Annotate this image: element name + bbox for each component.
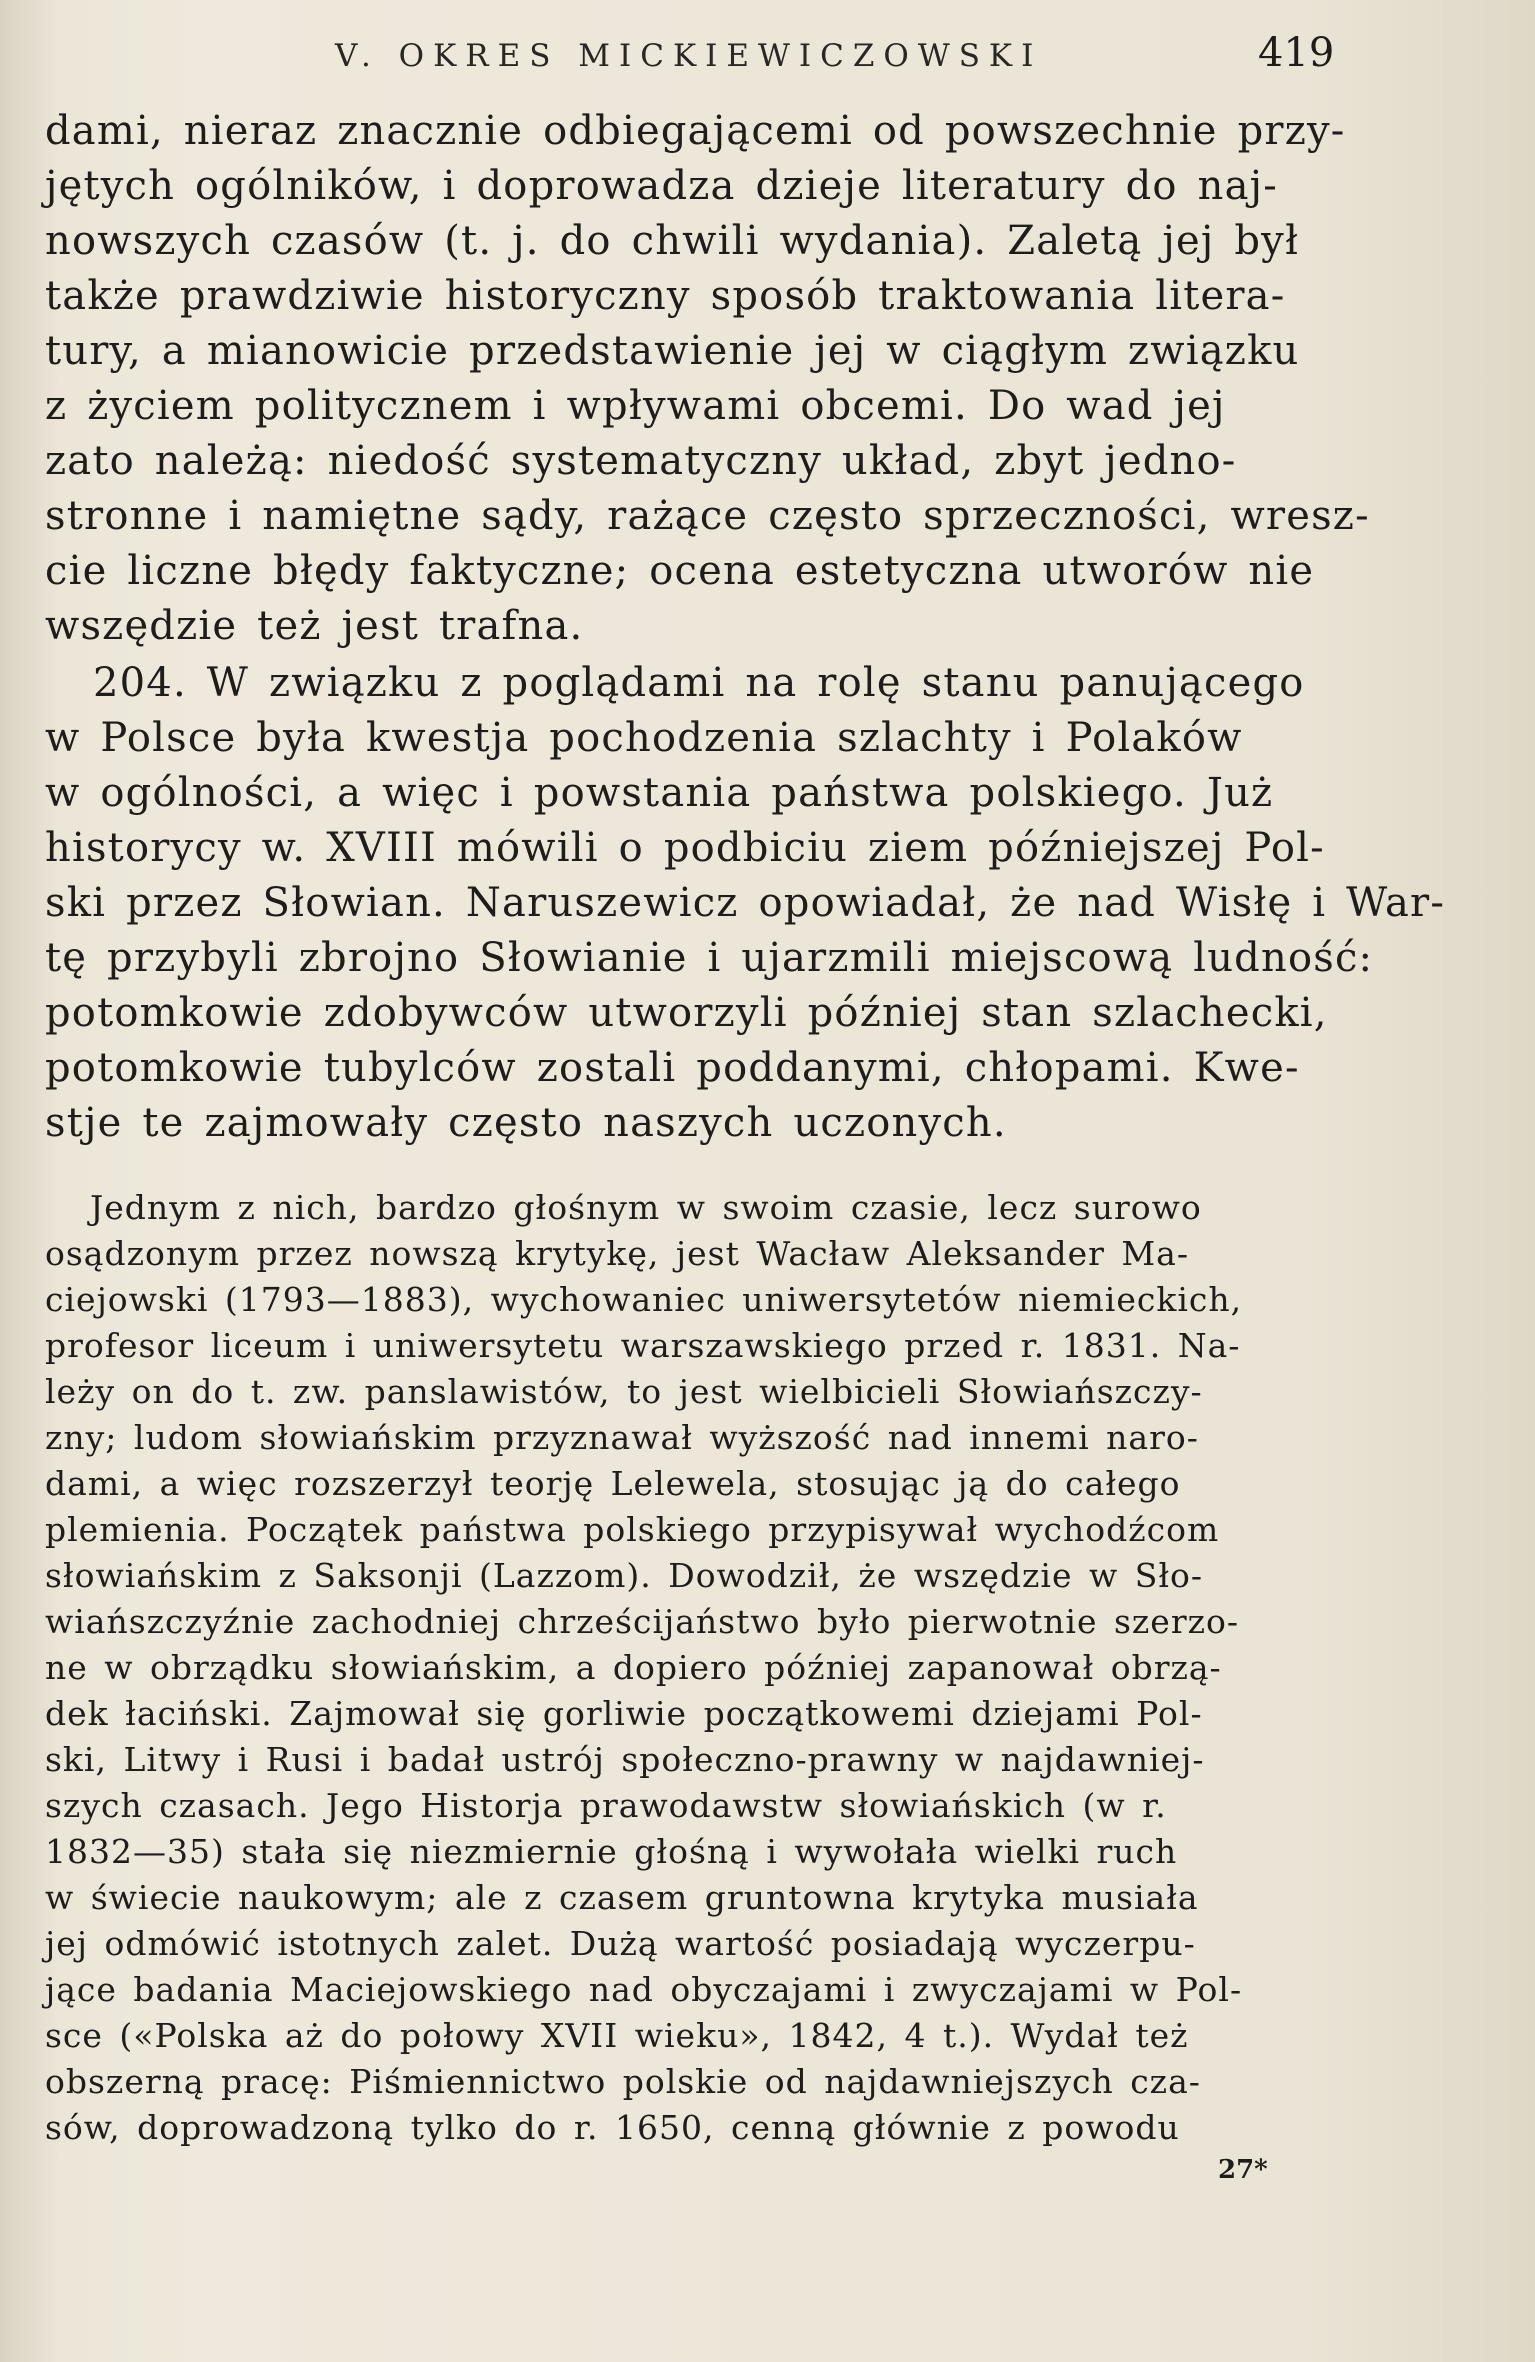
main-line: w ogólności, a więc i powstania państwa polskiego. Już bbox=[45, 770, 1274, 816]
main-line: stronne i namiętne sądy, rażące często sprzeczności, wresz- bbox=[45, 493, 1370, 539]
note-line: 1832—35) stała się niezmiernie głośną i wywołała wielki ruch bbox=[45, 1832, 1178, 1871]
main-line: ski przez Słowian. Naruszewicz opowiadał, że nad Wisłę i War- bbox=[45, 880, 1446, 926]
note-line: leży on do t. zw. panslawistów, to jest wielbicieli Słowiańszczy- bbox=[45, 1372, 1203, 1411]
main-line: cie liczne błędy faktyczne; ocena estetyczna utworów nie bbox=[45, 548, 1315, 594]
note-line: wiańszczyźnie zachodniej chrześcijaństwo było pierwotnie szerzo- bbox=[45, 1602, 1240, 1641]
note-line: obszerną pracę: Piśmiennictwo polskie od najdawniejszych cza- bbox=[45, 2062, 1201, 2101]
note-line: ciejowski (1793—1883), wychowaniec uniwersytetów niemieckich, bbox=[45, 1280, 1243, 1319]
page-number: 419 bbox=[1258, 30, 1335, 76]
main-line: potomkowie zdobywców utworzyli później stan szlachecki, bbox=[45, 990, 1328, 1036]
note-line: jące badania Maciejowskiego nad obyczajami i zwyczajami w Pol- bbox=[45, 1970, 1243, 2009]
main-line: z życiem politycznem i wpływami obcemi. Do wad jej bbox=[45, 383, 1226, 429]
note-line: sce («Polska aż do połowy XVII wieku», 1842, 4 t.). Wydał też bbox=[45, 2016, 1189, 2055]
note-line: jej odmówić istotnych zalet. Dużą wartość posiadają wyczerpu- bbox=[45, 1924, 1196, 1963]
note-line: ne w obrządku słowiańskim, a dopiero później zapanował obrzą- bbox=[45, 1648, 1222, 1687]
main-line: zato należą: niedość systematyczny układ, zbyt jedno- bbox=[45, 438, 1237, 484]
note-line: osądzonym przez nowszą krytykę, jest Wacław Aleksander Ma- bbox=[45, 1234, 1189, 1273]
main-line: historycy w. XVIII mówili o podbiciu ziem późniejszej Pol- bbox=[45, 825, 1325, 871]
main-line: tę przybyli zbrojno Słowianie i ujarzmili miejscową ludność: bbox=[45, 935, 1374, 981]
main-line: stje te zajmowały często naszych uczonych. bbox=[45, 1100, 1007, 1146]
note-line: słowiańskim z Saksonji (Lazzom). Dowodził, że wszędzie w Sło- bbox=[45, 1556, 1204, 1595]
note-line: zny; ludom słowiańskim przyznawał wyższość nad innemi naro- bbox=[45, 1418, 1199, 1457]
note-line: dek łaciński. Zajmował się gorliwie początkowemi dziejami Pol- bbox=[45, 1694, 1203, 1733]
main-line: nowszych czasów (t. j. do chwili wydania). Zaletą jej był bbox=[45, 218, 1300, 264]
note-line: sów, doprowadzoną tylko do r. 1650, cenną głównie z powodu bbox=[45, 2108, 1180, 2147]
main-line: 204. W związku z poglądami na rolę stanu panującego bbox=[93, 660, 1305, 706]
note-line: Jednym z nich, bardzo głośnym w swoim czasie, lecz surowo bbox=[90, 1188, 1202, 1227]
note-line: plemienia. Początek państwa polskiego przypisywał wychodźcom bbox=[45, 1510, 1220, 1549]
note-line: w świecie naukowym; ale z czasem gruntowna krytyka musiała bbox=[45, 1878, 1199, 1917]
signature-mark: 27* bbox=[1218, 2155, 1268, 2185]
main-line: potomkowie tubylców zostali poddanymi, chłopami. Kwe- bbox=[45, 1045, 1300, 1091]
main-line: tury, a mianowicie przedstawienie jej w ciągłym związku bbox=[45, 328, 1300, 374]
note-line: profesor liceum i uniwersytetu warszawskiego przed r. 1831. Na- bbox=[45, 1326, 1241, 1365]
note-line: dami, a więc rozszerzył teorję Lelewela, stosując ją do całego bbox=[45, 1464, 1181, 1503]
main-line: dami, nieraz znacznie odbiegającemi od powszechnie przy- bbox=[45, 108, 1346, 154]
main-line: także prawdziwie historyczny sposób traktowania litera- bbox=[45, 273, 1286, 319]
note-line: szych czasach. Jego Historja prawodawstw słowiańskich (w r. bbox=[45, 1786, 1167, 1825]
note-line: ski, Litwy i Rusi i badał ustrój społeczno-prawny w najdawniej- bbox=[45, 1740, 1205, 1779]
main-line: jętych ogólników, i doprowadza dzieje literatury do naj- bbox=[45, 163, 1278, 209]
main-line: wszędzie też jest trafna. bbox=[45, 603, 584, 649]
main-line: w Polsce była kwestja pochodzenia szlachty i Polaków bbox=[45, 715, 1243, 761]
running-head: V. OKRES MICKIEWICZOWSKI bbox=[335, 38, 1043, 74]
